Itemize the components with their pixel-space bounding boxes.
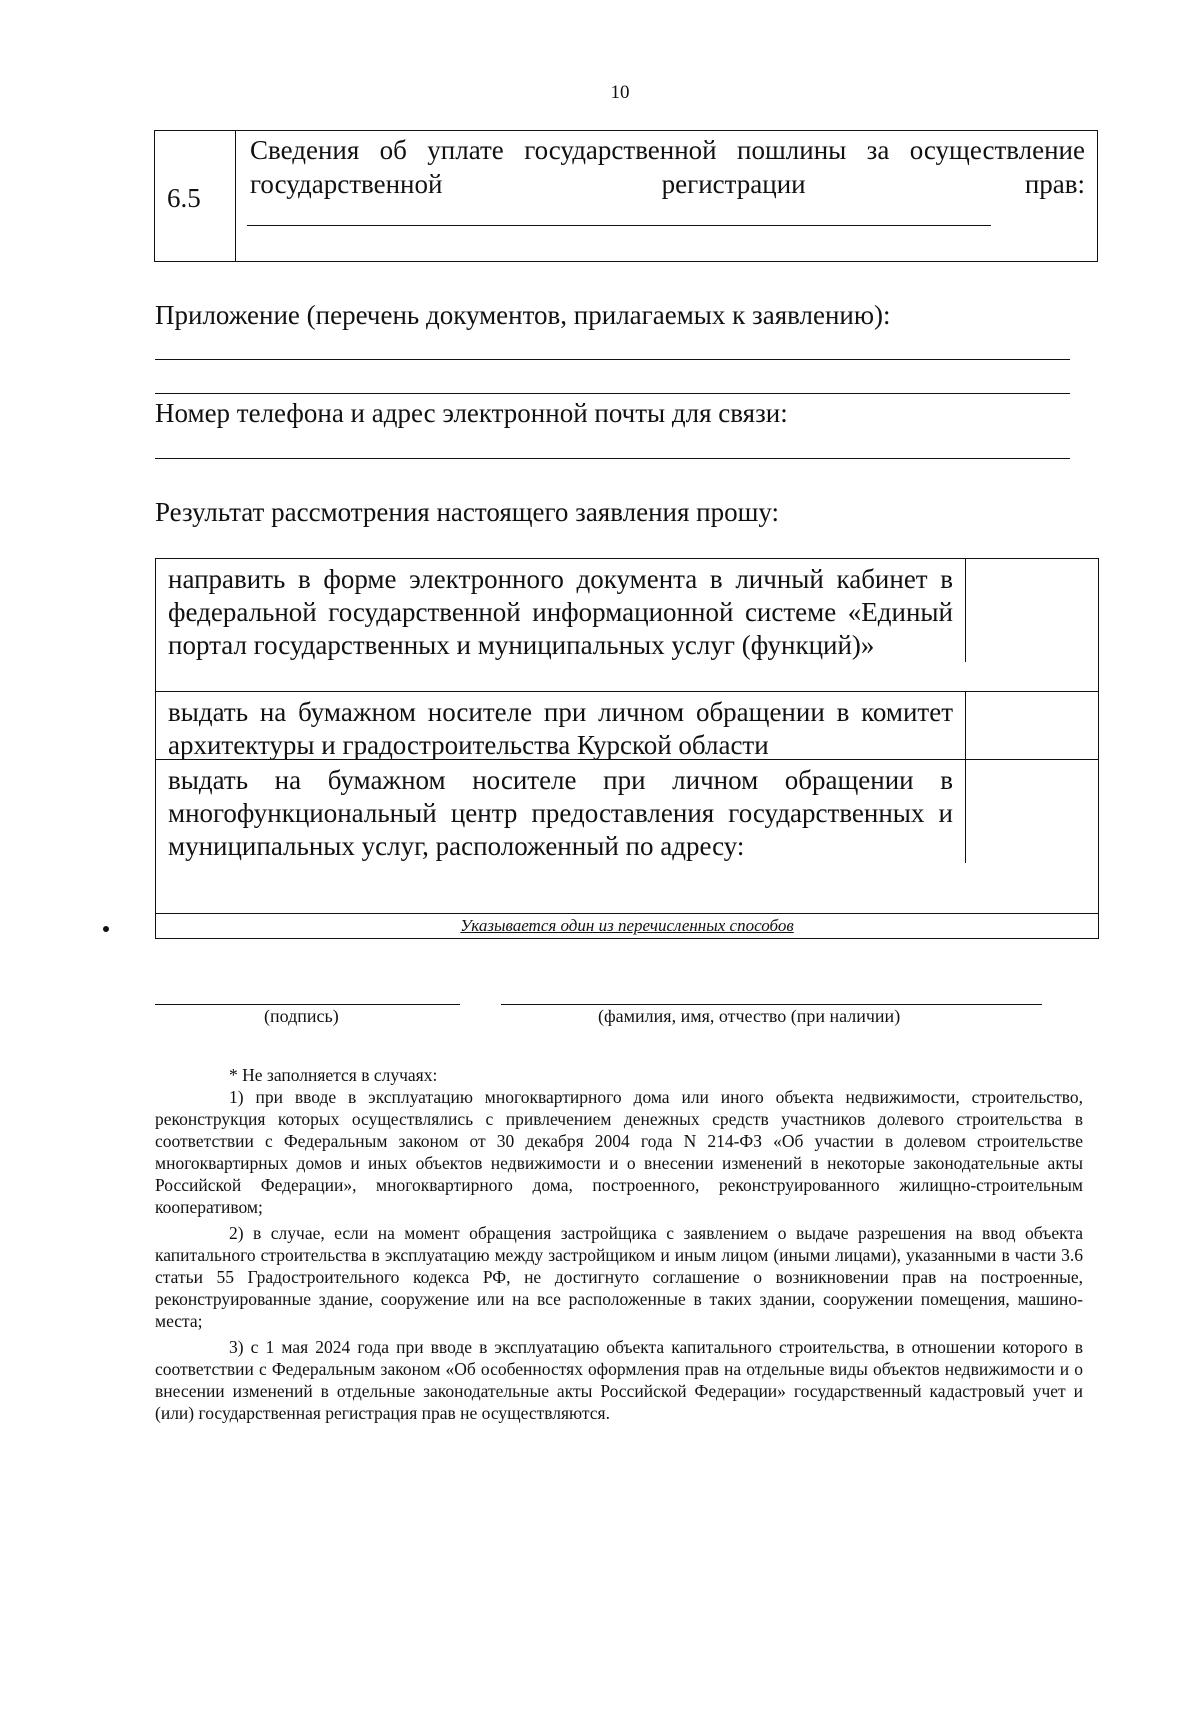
footnote-item: 3) с 1 мая 2024 года при вводе в эксплуатацию объекта капитального строительства, в отношении которого в соответствии с Федеральным законом «Об особенностях оформления прав на отдельные виды объектов недвижимости и о внесении изменений в отдельные законодательные акты Российской Федерации» государственный кадастровый учет и (или) государственная регистрация прав не осуществляются. xyxy=(155,1337,1083,1423)
state-fee-label: Сведения об уплате государственной пошлины за осуществление государственной регистрации прав: xyxy=(250,135,1085,199)
contacts-blank-line[interactable] xyxy=(155,458,1070,459)
result-option-checkbox[interactable] xyxy=(967,692,1098,759)
result-label: Результат рассмотрения настоящего заявления прошу: xyxy=(155,497,780,527)
fullname-caption: (фамилия, имя, отчество (при наличии) xyxy=(598,1006,901,1026)
attachments-blank-line-2[interactable] xyxy=(155,393,1070,394)
footnote-item: 2) в случае, если на момент обращения застройщика с заявлением о выдаче разрешения на ввод объекта капитального строительства в эксплуатацию между застройщиком и иным лицом (иными лицами), указанными в части 3.6 статьи 55 Градостроительного кодекса РФ, не достигнуто соглашение о возникновении прав на построенные, реконструированные здание, сооружение или на все расположенные в таких здании, сооружении помещения, машино-места; xyxy=(155,1223,1083,1331)
result-option-row xyxy=(156,760,1098,914)
signature-caption: (подпись) xyxy=(264,1006,339,1026)
section-number: 6.5 xyxy=(167,183,201,213)
result-option-checkbox[interactable] xyxy=(967,760,1098,913)
result-options-table xyxy=(155,558,1099,939)
footnote-title: * Не заполняется в случаях: xyxy=(229,1065,438,1085)
result-note-row xyxy=(156,914,1098,938)
footnote-block xyxy=(155,1064,1083,1424)
result-option-row xyxy=(156,559,1098,692)
section-6-5-box xyxy=(154,130,1098,262)
signature-line[interactable] xyxy=(155,1004,460,1005)
result-option-text: выдать на бумажном носителе при личном обращении в многофункциональный центр предоставления государственных и муниципальных услуг, расположенный по адресу: xyxy=(156,760,966,863)
attachments-blank-line-1[interactable] xyxy=(155,359,1070,360)
result-option-row xyxy=(156,692,1098,760)
fullname-line[interactable] xyxy=(501,1004,1042,1005)
bullet-dot xyxy=(103,926,109,932)
contacts-label: Номер телефона и адрес электронной почты для связи: xyxy=(155,398,788,428)
attachments-label: Приложение (перечень документов, прилагаемых к заявлению): xyxy=(155,300,891,330)
section-number-cell xyxy=(155,131,236,261)
result-option-checkbox[interactable] xyxy=(967,559,1098,691)
result-note: Указывается один из перечисленных способов xyxy=(460,916,794,935)
result-option-text: направить в форме электронного документа в личный кабинет в федеральной государственной информационной системе «Единый портал государственных и муниципальных услуг (функций)» xyxy=(156,559,966,662)
footnote-item: 1) при вводе в эксплуатацию многоквартирного дома или иного объекта недвижимости, строительство, реконструкция которых осуществлялись с привлечением денежных средств участников долевого строительства в соответствии с Федеральным законом от 30 декабря 2004 года N 214-ФЗ «Об участии в долевом строительстве многоквартирных домов и иных объектов недвижимости и о внесении изменений в некоторые законодательные акты Российской Федерации», многоквартирного дома, построенного, реконструированного жилищно-строительным кооперативом; xyxy=(155,1087,1083,1217)
result-option-text: выдать на бумажном носителе при личном обращении в комитет архитектуры и градостроительства Курской области xyxy=(156,692,966,762)
state-fee-blank-line[interactable] xyxy=(247,225,991,226)
page-number: 10 xyxy=(610,82,630,103)
